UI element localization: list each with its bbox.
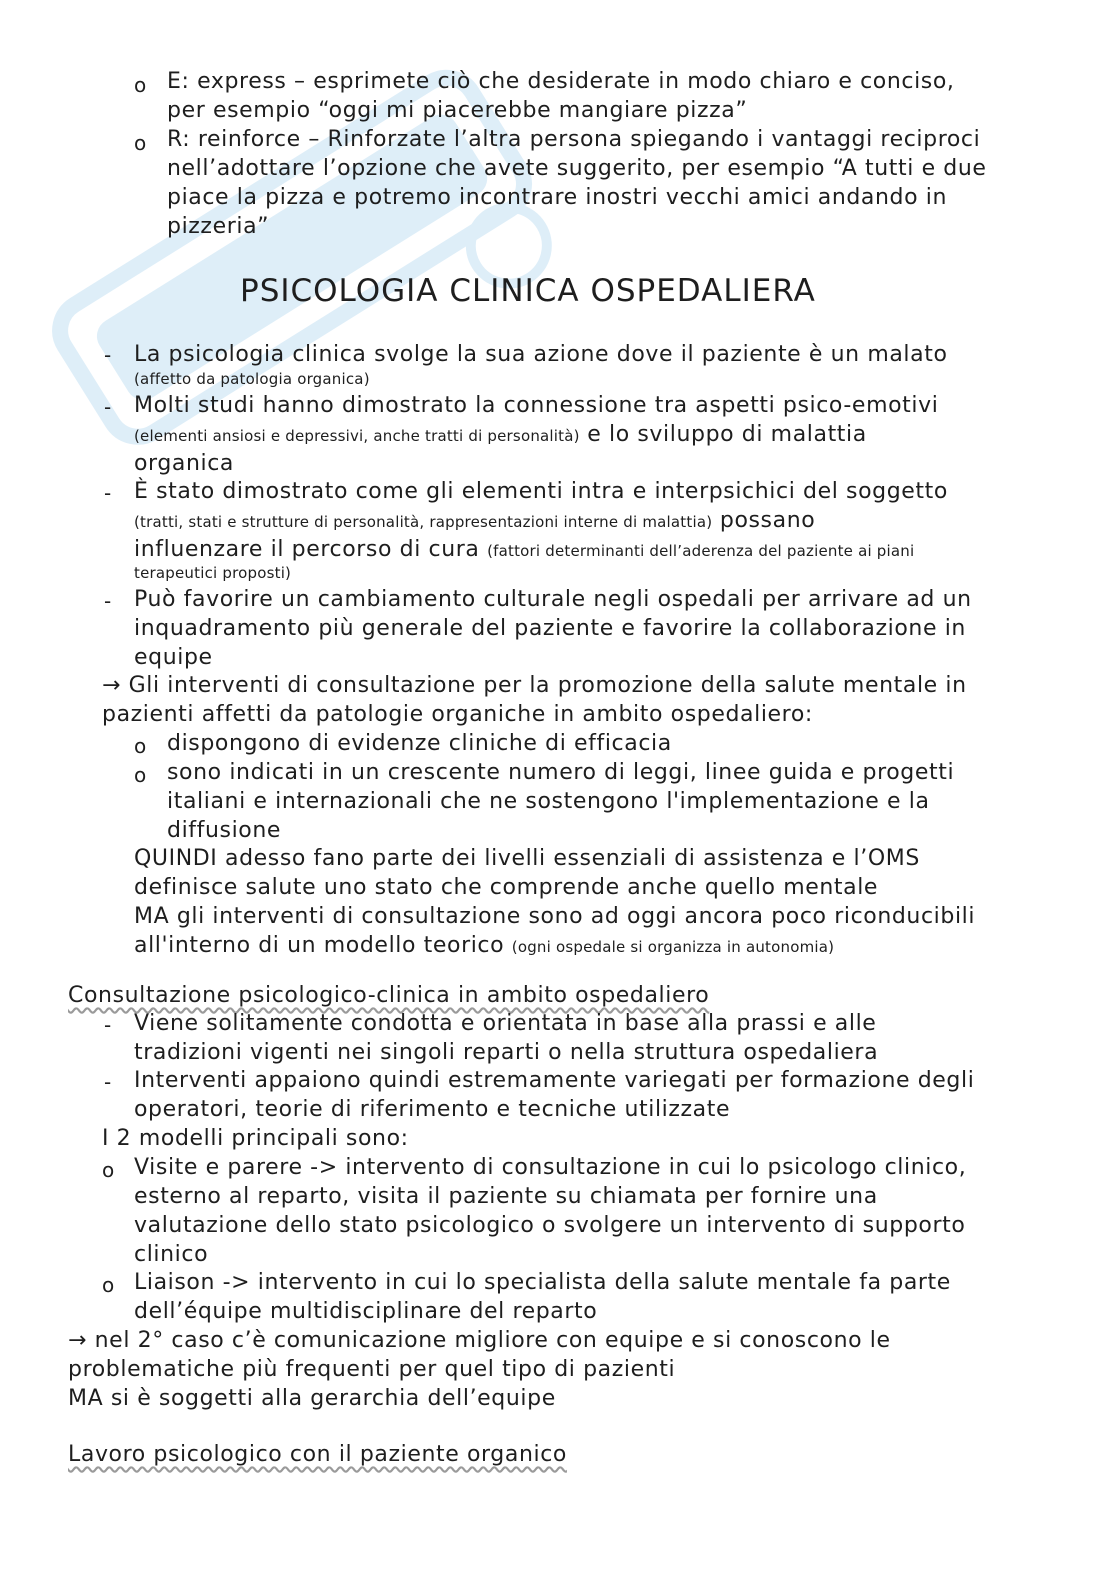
text-line: Visite e parere -> intervento di consultazione in cui lo psicologo clinico, bbox=[134, 1155, 967, 1180]
text-line: equipe bbox=[134, 645, 213, 670]
mixed-line bbox=[68, 1330, 891, 1352]
section-title: PSICOLOGIA CLINICA OSPEDALIERA bbox=[240, 273, 816, 309]
circle-bullet: o bbox=[102, 1273, 115, 1297]
text-line: Molti studi hanno dimostrato la connessione tra aspetti psico-emotivi bbox=[134, 393, 939, 418]
text-line: Liaison -> intervento in cui lo specialista della salute mentale fa parte bbox=[134, 1270, 951, 1295]
text-line: diffusione bbox=[167, 818, 282, 843]
text-line: Viene solitamente condotta e orientata in base alla prassi e alle bbox=[134, 1011, 877, 1036]
circle-bullet: o bbox=[134, 131, 147, 155]
mixed-line bbox=[102, 675, 967, 697]
note-text: (fattori determinanti dell’aderenza del paziente ai piani bbox=[487, 542, 915, 560]
subheading: Lavoro psicologico con il paziente organico bbox=[68, 1442, 567, 1467]
text-line: QUINDI adesso fano parte dei livelli essenziali di assistenza e l’OMS bbox=[134, 846, 920, 871]
text-line: Interventi appaiono quindi estremamente variegati per formazione degli bbox=[134, 1068, 975, 1093]
text-fragment: nel 2° caso c’è comunicazione migliore con equipe e si conoscono le bbox=[87, 1328, 891, 1353]
mixed-line bbox=[134, 935, 834, 957]
text-line: organica bbox=[134, 451, 234, 476]
text-line: Può favorire un cambiamento culturale negli ospedali per arrivare ad un bbox=[134, 587, 972, 612]
text-line: operatori, teorie di riferimento e tecniche utilizzate bbox=[134, 1097, 731, 1122]
text-line: nell’adottare l’opzione che avete suggerito, per esempio “A tutti e due bbox=[167, 156, 987, 181]
text-line: piace la pizza e potremo incontrare inostri vecchi amici andando in bbox=[167, 185, 948, 210]
text-line: per esempio “oggi mi piacerebbe mangiare pizza” bbox=[167, 98, 748, 123]
arrow-icon: → bbox=[68, 1328, 88, 1353]
note-text: (elementi ansiosi e depressivi, anche tratti di personalità) bbox=[134, 427, 580, 445]
text-line: italiani e internazionali che ne sostengono l'implementazione e la bbox=[167, 789, 930, 814]
dash-bullet: - bbox=[104, 395, 112, 419]
text-line: dell’équipe multidisciplinare del reparto bbox=[134, 1299, 598, 1324]
note-text: (ogni ospedale si organizza in autonomia) bbox=[511, 938, 835, 956]
text-line: definisce salute uno stato che comprende anche quello mentale bbox=[134, 875, 879, 900]
text-line: La psicologia clinica svolge la sua azione dove il paziente è un malato bbox=[134, 342, 948, 367]
text-line: R: reinforce – Rinforzate l’altra persona spiegando i vantaggi reciproci bbox=[167, 127, 981, 152]
subheading: Consultazione psicologico-clinica in ambito ospedaliero bbox=[68, 983, 710, 1008]
text-line: pazienti affetti da patologie organiche in ambito ospedaliero: bbox=[102, 702, 813, 727]
text-line: esterno al reparto, visita il paziente su chiamata per fornire una bbox=[134, 1184, 878, 1209]
circle-bullet: o bbox=[102, 1158, 115, 1182]
text-line: dispongono di evidenze cliniche di efficacia bbox=[167, 731, 672, 756]
dash-bullet: - bbox=[104, 1013, 112, 1037]
arrow-icon: → bbox=[102, 673, 122, 698]
text-line: È stato dimostrato come gli elementi intra e interpsichici del soggetto bbox=[134, 479, 948, 504]
text-line: MA gli interventi di consultazione sono ad oggi ancora poco riconducibili bbox=[134, 904, 976, 929]
text-line: I 2 modelli principali sono: bbox=[102, 1126, 409, 1151]
circle-bullet: o bbox=[134, 734, 147, 758]
dash-bullet: - bbox=[104, 1070, 112, 1094]
text-line: valutazione dello stato psicologico o svolgere un intervento di supporto bbox=[134, 1213, 966, 1238]
text-line: tradizioni vigenti nei singoli reparti o nella struttura ospedaliera bbox=[134, 1040, 879, 1065]
text-fragment: all'interno di un modello teorico bbox=[134, 933, 512, 958]
text-line: problematiche più frequenti per quel tipo di pazienti bbox=[68, 1357, 676, 1382]
mixed-line bbox=[134, 539, 914, 561]
text-line: MA si è soggetti alla gerarchia dell’equipe bbox=[68, 1386, 556, 1411]
circle-bullet: o bbox=[134, 73, 147, 97]
dash-bullet: - bbox=[104, 343, 112, 367]
text-line: clinico bbox=[134, 1242, 209, 1267]
text-fragment: Gli interventi di consultazione per la promozione della salute mentale in bbox=[121, 673, 967, 698]
dash-bullet: - bbox=[104, 481, 112, 505]
note-text: (tratti, stati e strutture di personalità, rappresentazioni interne di malattia) bbox=[134, 513, 713, 531]
text-fragment: e lo sviluppo di malattia bbox=[579, 422, 867, 447]
circle-bullet: o bbox=[134, 763, 147, 787]
text-line: E: express – esprimete ciò che desiderate in modo chiaro e conciso, bbox=[167, 69, 955, 94]
text-line: sono indicati in un crescente numero di leggi, linee guida e progetti bbox=[167, 760, 955, 785]
text-fragment: influenzare il percorso di cura bbox=[134, 537, 488, 562]
note-line: (affetto da patologia organica) bbox=[134, 370, 370, 388]
text-fragment: possano bbox=[712, 508, 816, 533]
mixed-line bbox=[134, 424, 867, 446]
mixed-line bbox=[134, 510, 815, 532]
text-line: pizzeria” bbox=[167, 214, 270, 239]
dash-bullet: - bbox=[104, 589, 112, 613]
text-line: inquadramento più generale del paziente e favorire la collaborazione in bbox=[134, 616, 966, 641]
note-line: terapeutici proposti) bbox=[134, 564, 292, 582]
